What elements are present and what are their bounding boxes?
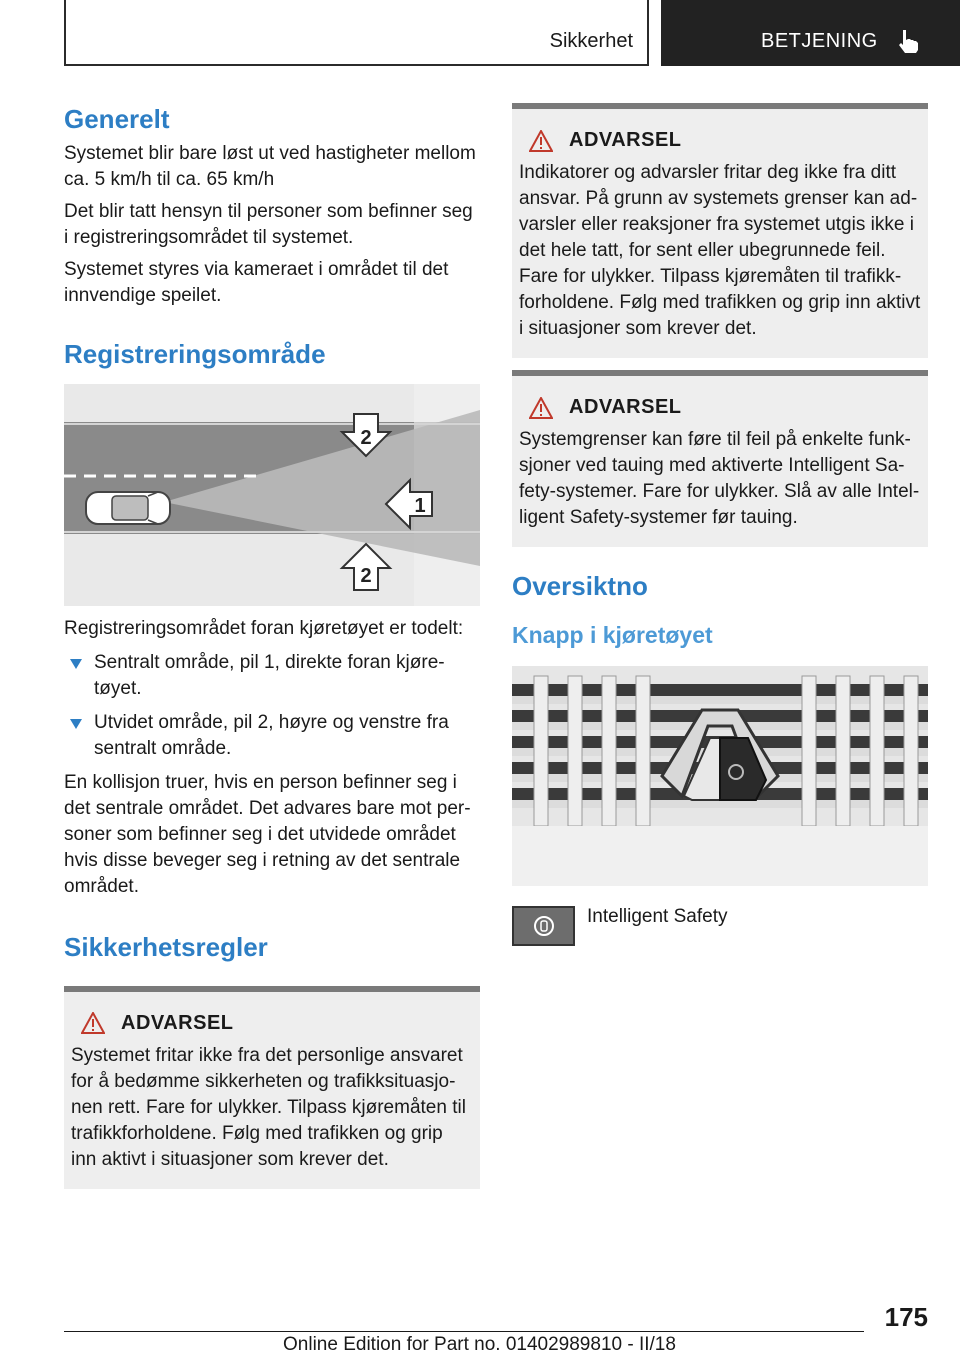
warning-title: ADVARSEL bbox=[569, 396, 682, 418]
warning-title: ADVARSEL bbox=[121, 1011, 234, 1034]
header-chapter-tab[interactable] bbox=[661, 0, 960, 66]
button-caption: Intelligent Safety bbox=[587, 905, 728, 927]
generelt-paragraph-2: Det blir tatt hensyn til personer som befinner seg i registreringsområdet til systemet. bbox=[64, 201, 473, 249]
warning-text: Systemet fritar ikke fra det personlige ansvaret for å bedømme sikkerheten og trafikksituasjonen rett. Fare for ulykker. Tilpass kjøremåten til trafikkforholdene. Følg med trafikken og grip inn aktivt i situasjoner som krever det. bbox=[71, 1044, 466, 1170]
warning-box-1 bbox=[64, 986, 480, 1189]
warning-title-row bbox=[529, 129, 921, 152]
vehicle-button-photo bbox=[512, 666, 928, 886]
warning-title-row bbox=[529, 396, 921, 419]
generelt-heading: Generelt bbox=[64, 104, 170, 134]
list-item: Utvidet område, pil 2, høyre og venstre fra sentralt område. bbox=[64, 710, 480, 762]
warning-triangle-icon bbox=[529, 397, 553, 419]
warning-text: Systemgrenser kan føre til feil på enkelte funksjoner ved tauing med aktiverte Intelligent Safety-systemer. Fare for ulykker. Slå av alle Intelligent Safety-systemer før tauing. bbox=[519, 429, 920, 528]
generelt-paragraph-1: Systemet blir bare løst ut ved hastigheter mellom ca. 5 km/h til ca. 65 km/h bbox=[64, 143, 476, 191]
knapp-heading: Knapp i kjøretøyet bbox=[512, 622, 713, 649]
intelligent-safety-button[interactable] bbox=[512, 906, 575, 946]
button-legend-row bbox=[512, 906, 928, 946]
generelt-paragraph-3: Systemet styres via kameraet i området til det innvendige speilet. bbox=[64, 259, 449, 307]
sikkerhetsregler-heading: Sikkerhetsregler bbox=[64, 932, 268, 963]
warning-title: ADVARSEL bbox=[569, 129, 682, 151]
warning-box-2 bbox=[512, 103, 928, 358]
warning-box-3 bbox=[512, 370, 928, 547]
header-section-box bbox=[64, 0, 649, 66]
oversikt-heading: Oversiktno bbox=[512, 571, 648, 601]
arrow-2-top-label: 2 bbox=[360, 427, 372, 450]
right-column bbox=[512, 103, 928, 946]
bullet-triangle-icon bbox=[70, 719, 82, 729]
page-number: 175 bbox=[884, 1302, 928, 1332]
header-section-label: Sikkerhet bbox=[549, 30, 633, 52]
bullet-triangle-icon bbox=[70, 659, 82, 669]
registrering-bullet-list bbox=[64, 650, 480, 762]
registrering-intro: Registreringsområdet foran kjøretøyet er todelt: bbox=[64, 618, 464, 640]
arrow-1-label: 1 bbox=[414, 495, 426, 518]
intelligent-safety-icon bbox=[532, 914, 556, 938]
warning-title-row bbox=[81, 1012, 473, 1035]
registrering-paragraph-2: En kollisjon truer, hvis en person befinner seg i det sentrale området. Det advares bare mot personer som befinner seg i det utvidede området hvis disse beveger seg i retning av det sentrale området. bbox=[64, 772, 471, 898]
arrow-2-bottom-label: 2 bbox=[360, 565, 372, 588]
list-item: Sentralt område, pil 1, direkte foran kjøretøyet. bbox=[64, 650, 480, 702]
left-column bbox=[64, 100, 480, 1189]
detection-area-diagram bbox=[64, 384, 480, 606]
car-icon bbox=[86, 492, 170, 524]
edition-note: Online Edition for Part no. 01402989810 - II/18 bbox=[283, 1334, 676, 1355]
footer-rule bbox=[64, 1331, 864, 1332]
warning-triangle-icon bbox=[529, 130, 553, 152]
pointing-hand-icon bbox=[895, 28, 921, 54]
registrering-heading: Registreringsområde bbox=[64, 339, 326, 370]
header-chapter-label: BETJENING bbox=[761, 30, 878, 52]
warning-text: Indikatorer og advarsler fritar deg ikke fra ditt ansvar. På grunn av systemets grenser kan advarsler eller reaksjoner fra systemet utgis ikke i det hele tatt, for sent eller ubegrunnede feil. Fare for ulykker. Tilpass kjøremåten til trafikkforholdene. Følg med trafikken og grip inn aktivt i situasjoner som krever det. bbox=[519, 162, 921, 339]
warning-triangle-icon bbox=[81, 1012, 105, 1034]
